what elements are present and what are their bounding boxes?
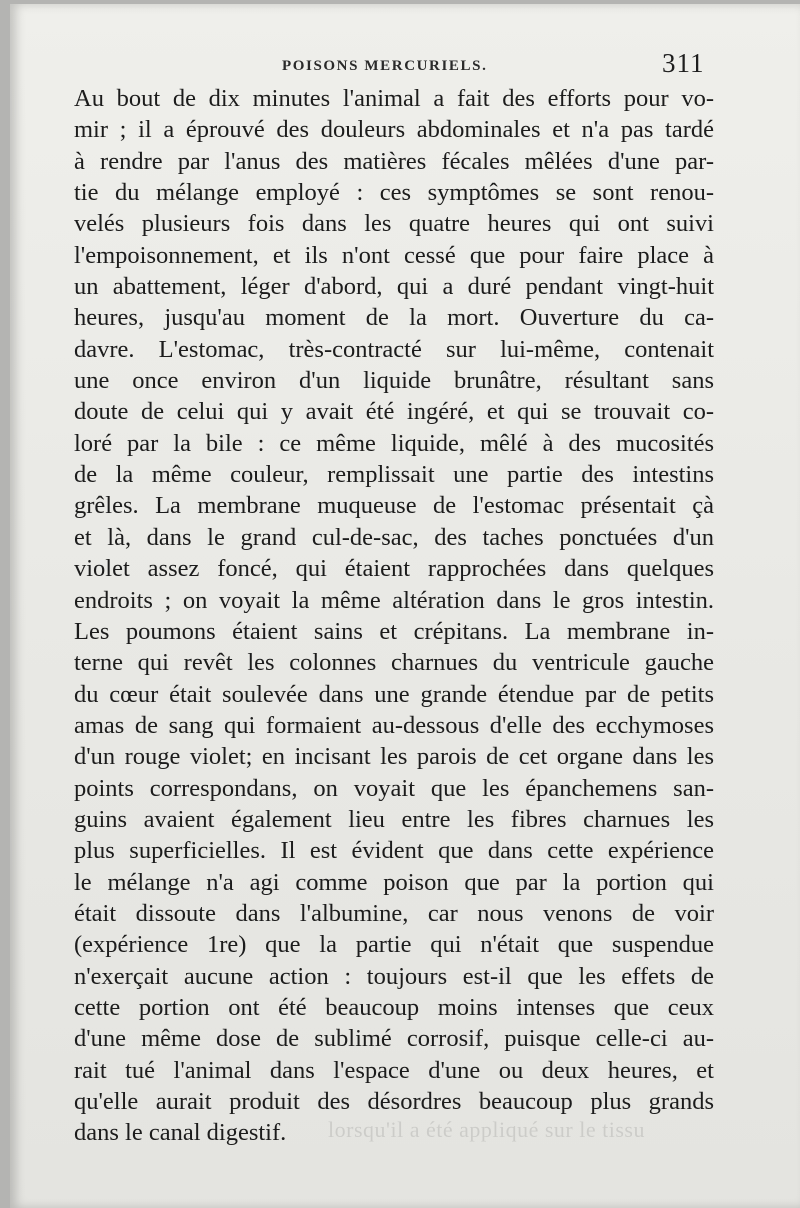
- text-line: loré par la bile : ce même liquide, mêlé à des mucosités: [74, 429, 714, 457]
- text-line: et là, dans le grand cul-de-sac, des taches ponctuées d'un: [74, 523, 714, 551]
- text-line: davre. L'estomac, très-contracté sur lui-même, contenait: [74, 335, 714, 363]
- text-line: grêles. La membrane muqueuse de l'estomac présentait çà: [74, 492, 714, 520]
- text-line: (expérience 1re) que la partie qui n'était que suspendue: [74, 931, 714, 959]
- text-line: d'un rouge violet; en incisant les parois de cet organe dans les: [74, 743, 714, 771]
- text-line: heures, jusqu'au moment de la mort. Ouverture du ca-: [74, 304, 714, 332]
- text-line: violet assez foncé, qui étaient rapprochées dans quelques: [74, 555, 714, 583]
- text-line: était dissoute dans l'albumine, car nous venons de voir: [74, 899, 714, 927]
- text-line: points correspondans, on voyait que les épanchemens san-: [74, 774, 714, 802]
- text-line: un abattement, léger d'abord, qui a duré pendant vingt-huit: [74, 273, 714, 301]
- text-line: Au bout de dix minutes l'animal a fait des efforts pour vo-: [74, 85, 714, 112]
- text-line: doute de celui qui y avait été ingéré, et qui se trouvait co-: [74, 398, 714, 426]
- text-line: d'une même dose de sublimé corrosif, puisque celle-ci au-: [74, 1025, 714, 1053]
- text-line: velés plusieurs fois dans les quatre heures qui ont suivi: [74, 210, 714, 238]
- text-line: qu'elle aurait produit des désordres beaucoup plus grands: [74, 1088, 714, 1115]
- text-line: amas de sang qui formaient au-dessous d'elle des ecchymoses: [74, 711, 714, 739]
- page-number: 311: [662, 48, 705, 78]
- show-through-text: lorsqu'il a été appliqué sur le tissu: [328, 1117, 645, 1142]
- text-line: terne qui revêt les colonnes charnues du ventricule gauche: [74, 649, 714, 677]
- text-line: dans le canal digestif.: [74, 1119, 287, 1147]
- text-line: une once environ d'un liquide brunâtre, résultant sans: [74, 367, 714, 395]
- text-line: cette portion ont été beaucoup moins intenses que ceux: [74, 993, 714, 1021]
- text-line: du cœur était soulevée dans une grande étendue par de petits: [74, 680, 714, 708]
- text-line: rait tué l'animal dans l'espace d'une ou deux heures, et: [74, 1056, 714, 1084]
- text-line: tie du mélange employé : ces symptômes se sont renou-: [74, 179, 714, 207]
- text-line: mir ; il a éprouvé des douleurs abdominales et n'a pas tardé: [74, 116, 714, 144]
- text-line: Les poumons étaient sains et crépitans. La membrane in-: [74, 617, 714, 645]
- text-line: à rendre par l'anus des matières fécales mêlées d'une par-: [74, 147, 714, 175]
- text-line: plus superficielles. Il est évident que dans cette expérience: [74, 837, 714, 865]
- body-text: [74, 83, 714, 1149]
- text-line: n'exerçait aucune action : toujours est-il que les effets de: [74, 962, 714, 990]
- text-line: de la même couleur, remplissait une partie des intestins: [74, 461, 714, 489]
- page-header: [0, 44, 800, 88]
- text-line: guins avaient également lieu entre les fibres charnues les: [74, 805, 714, 833]
- text-line: le mélange n'a agi comme poison que par la portion qui: [74, 868, 714, 896]
- text-line: l'empoisonnement, et ils n'ont cessé que pour faire place à: [74, 241, 714, 269]
- running-title: POISONS MERCURIELS.: [282, 58, 488, 74]
- text-line: endroits ; on voyait la même altération dans le gros intestin.: [74, 586, 714, 614]
